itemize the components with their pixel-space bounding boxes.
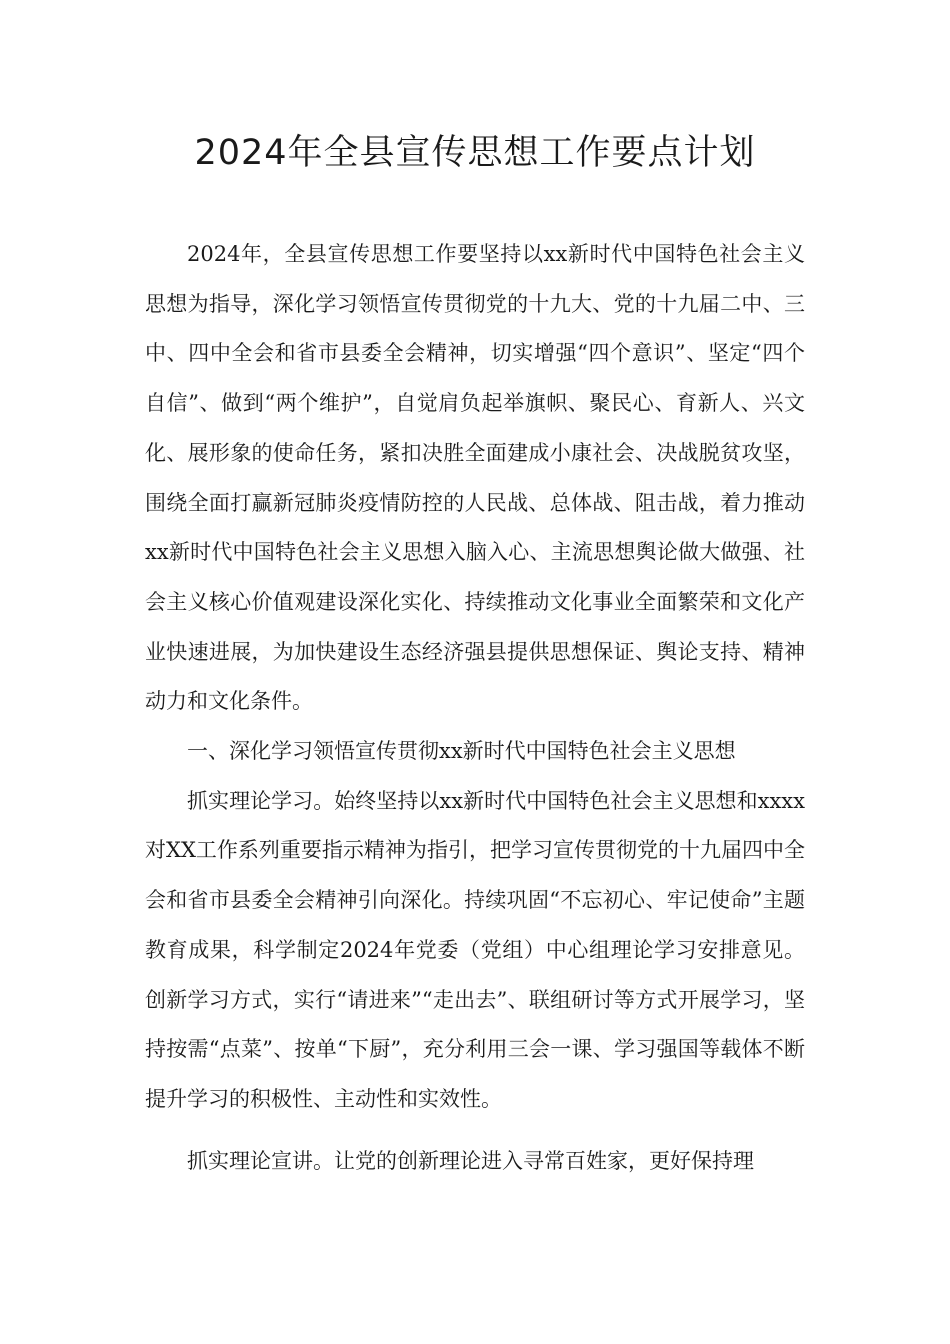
document-body [145, 230, 805, 1186]
intro-paragraph: 2024年，全县宣传思想工作要坚持以xx新时代中国特色社会主义思想为指导，深化学习领悟宣传贯彻党的十九大、党的十九届二中、三中、四中全会和省市县委全会精神，切实增强“四个意识”、坚定“四个自信”、做到“两个维护”，自觉肩负起举旗帜、聚民心、育新人、兴文化、展形象的使命任务，紧扣决胜全面建成小康社会、决战脱贫攻坚，围绕全面打赢新冠肺炎疫情防控的人民战、总体战、阻击战，着力推动xx新时代中国特色社会主义思想入脑入心、主流思想舆论做大做强、社会主义核心价值观建设深化实化、持续推动文化事业全面繁荣和文化产业快速进展，为加快建设生态经济强县提供思想保证、舆论支持、精神动力和文化条件。 [145, 242, 805, 714]
section-heading-1: 一、深化学习领悟宣传贯彻xx新时代中国特色社会主义思想 [187, 739, 736, 764]
document-title: 2024年全县宣传思想工作要点计划 [194, 133, 756, 173]
theory-lecture-paragraph: 抓实理论宣讲。让党的创新理论进入寻常百姓家，更好保持理 [187, 1148, 754, 1173]
theory-study-paragraph: 抓实理论学习。始终坚持以xx新时代中国特色社会主义思想和xxxx对XX工作系列重要指示精神为指引，把学习宣传贯彻党的十九届四中全会和省市县委全会精神引向深化。持续巩固“不忘初心、牢记使命”主题教育成果，科学制定2024年党委（党组）中心组理论学习安排意见。创新学习方式，实行“请进来”“走出去”、联组研讨等方式开展学习，坚持按需“点菜”、按单“下厨”，充分利用三会一课、学习强国等载体不断提升学习的积极性、主动性和实效性。 [145, 788, 805, 1111]
